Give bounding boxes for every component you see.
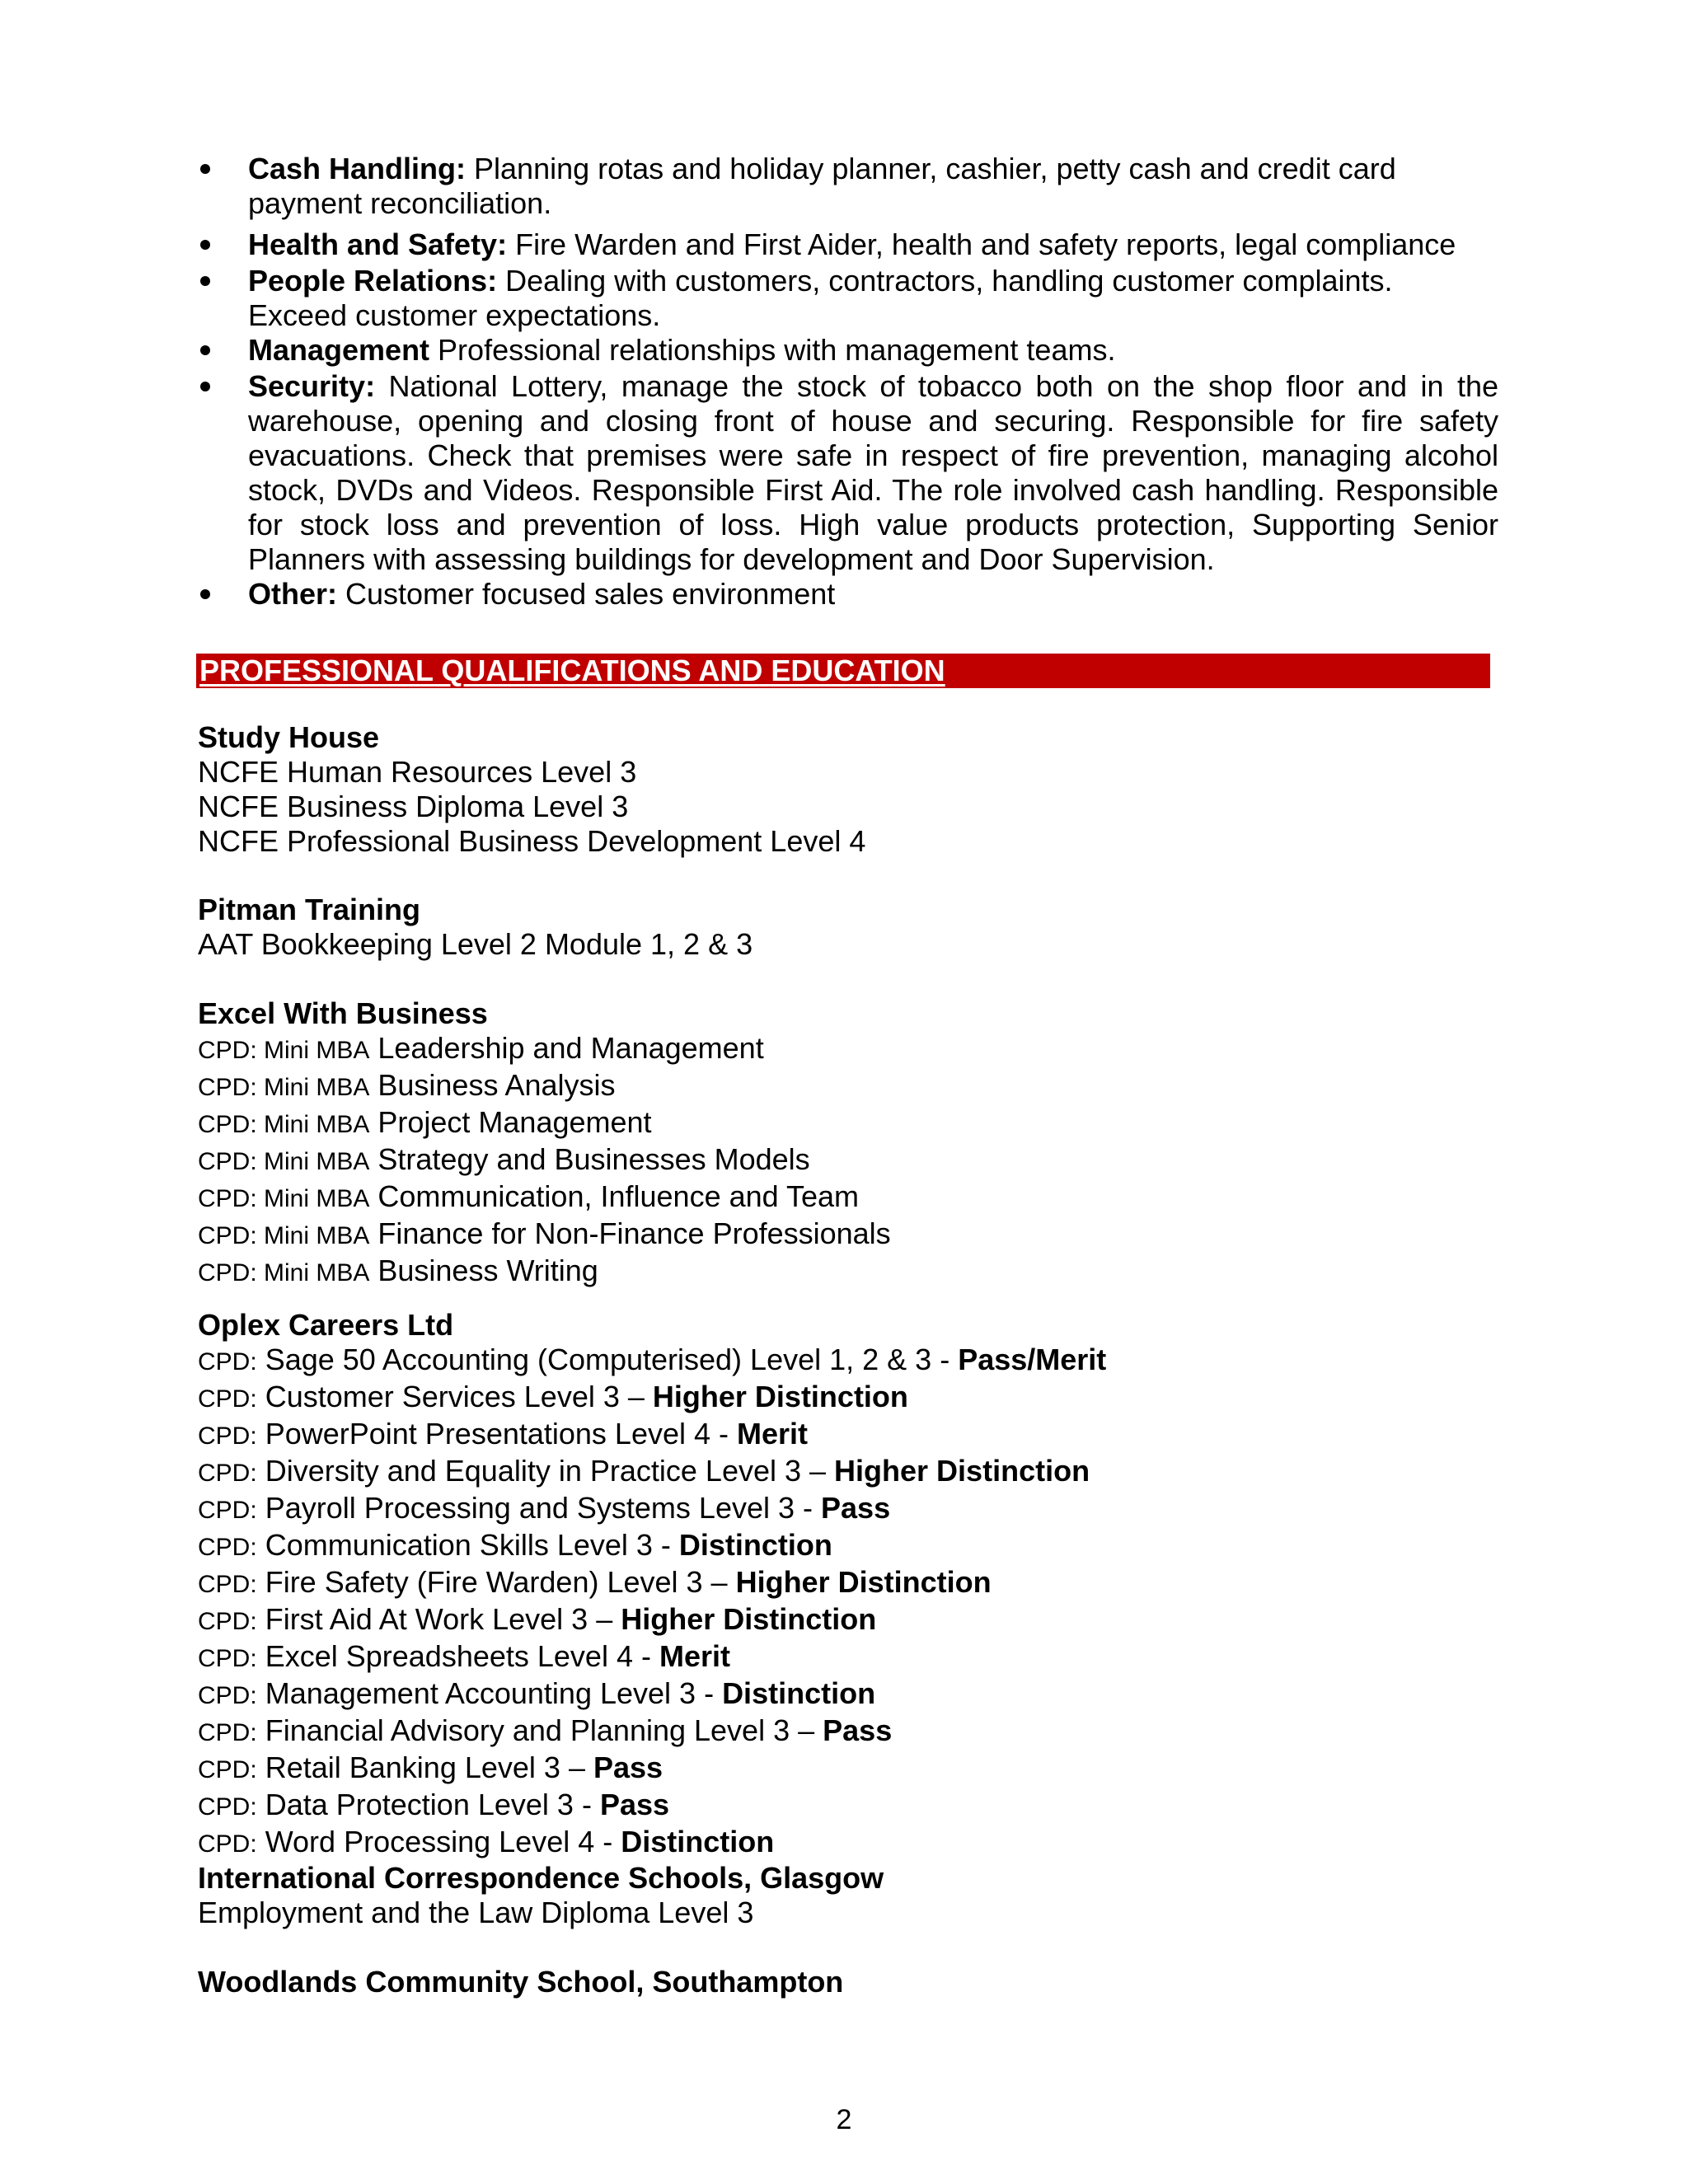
separator: –: [801, 1454, 835, 1488]
course-name: Communication, Influence and Team: [377, 1179, 860, 1213]
institution-name: International Correspondence Schools, Glasgow: [198, 1861, 884, 1895]
cpd-prefix: CPD: Mini MBA: [198, 1111, 370, 1138]
qualification-line: [198, 1343, 1484, 1380]
cpd-prefix: CPD: Mini MBA: [198, 1074, 370, 1101]
cpd-prefix: CPD:: [198, 1830, 257, 1858]
qualification-line: NCFE Business Diploma Level 3: [198, 790, 629, 823]
bullet-label: Health and Safety:: [248, 227, 508, 261]
grade: Higher Distinction: [735, 1565, 992, 1599]
course-name: Strategy and Businesses Models: [377, 1142, 810, 1176]
cpd-prefix: CPD:: [198, 1534, 257, 1561]
cpd-prefix: CPD: Mini MBA: [198, 1148, 370, 1175]
cpd-prefix: CPD:: [198, 1348, 257, 1376]
separator: -: [632, 1639, 659, 1673]
grade: Higher Distinction: [652, 1380, 908, 1413]
bullet-management: [196, 333, 1498, 368]
separator: –: [790, 1713, 823, 1747]
course-name: Diversity and Equality in Practice Level 3: [265, 1454, 802, 1488]
education-study-house: [198, 720, 1484, 859]
education-oplex-careers: [198, 1308, 1484, 1862]
qualification-line: [198, 1179, 1484, 1216]
qualification-line: [198, 1380, 1484, 1417]
cpd-prefix: CPD:: [198, 1793, 257, 1821]
grade: Distinction: [621, 1825, 775, 1858]
bullet-cash-handling: [196, 152, 1498, 221]
course-name: Payroll Processing and Systems Level 3: [265, 1491, 795, 1525]
bullet-text: National Lottery, manage the stock of tobacco both on the shop floor and in the warehouse, opening and closing front of house and securing. Responsible for fire safety evacuations. Check that premises were safe in respect of fire prevention, managing alcohol stock, DVDs and Videos. Responsible First Aid. The role involved cash handling. Responsible for stock loss and prevention of loss. High value products protection, Supporting Senior Planners with assessing buildings for development and Door Supervision.: [248, 369, 1498, 576]
institution-name: Oplex Careers Ltd: [198, 1308, 454, 1342]
course-name: Business Writing: [377, 1254, 598, 1287]
qualification-line: [198, 1639, 1484, 1676]
separator: -: [696, 1676, 723, 1710]
grade: Distinction: [722, 1676, 876, 1710]
qualification-line: AAT Bookkeeping Level 2 Module 1, 2 & 3: [198, 927, 753, 961]
separator: –: [702, 1565, 736, 1599]
separator: -: [795, 1491, 822, 1525]
bullet-dot-icon: [200, 164, 210, 174]
cpd-prefix: CPD:: [198, 1460, 257, 1487]
skills-bullet-list: [196, 152, 1498, 612]
separator: –: [619, 1380, 653, 1413]
cpd-prefix: CPD:: [198, 1497, 257, 1524]
bullet-dot-icon: [200, 345, 210, 355]
section-heading-bar: [196, 654, 1490, 688]
course-name: Financial Advisory and Planning Level 3: [265, 1713, 790, 1747]
bullet-label: People Relations:: [248, 264, 498, 298]
grade: Pass: [823, 1713, 893, 1747]
course-name: Retail Banking Level 3: [265, 1750, 560, 1784]
bullet-security: [196, 369, 1498, 577]
cpd-prefix: CPD:: [198, 1608, 257, 1635]
cpd-prefix: CPD: Mini MBA: [198, 1037, 370, 1064]
cpd-prefix: CPD:: [198, 1385, 257, 1413]
cpd-prefix: CPD: Mini MBA: [198, 1222, 370, 1249]
course-name: Data Protection Level 3: [265, 1788, 574, 1821]
education-woodlands: [198, 1965, 1484, 1999]
bullet-text: Customer focused sales environment: [337, 577, 836, 611]
cpd-prefix: CPD:: [198, 1422, 257, 1450]
institution-name: Excel With Business: [198, 996, 488, 1030]
grade: Pass: [599, 1788, 670, 1821]
grade: Higher Distinction: [621, 1602, 877, 1636]
qualification-line: [198, 1528, 1484, 1565]
bullet-label: Security:: [248, 369, 376, 403]
bullet-text: Dealing with customers, contractors, handling customer complaints. Exceed customer expectations.: [248, 264, 1393, 332]
grade: Pass/Merit: [958, 1343, 1107, 1376]
course-name: Sage 50 Accounting (Computerised) Level 1, 2 & 3: [265, 1343, 932, 1376]
course-name: Leadership and Management: [377, 1031, 764, 1065]
qualification-line: [198, 1825, 1484, 1862]
qualification-line: [198, 1142, 1484, 1179]
qualification-line: NCFE Professional Business Development Level 4: [198, 824, 866, 858]
qualification-line: [198, 1602, 1484, 1639]
bullet-text: Professional relationships with management teams.: [429, 333, 1116, 367]
cpd-prefix: CPD:: [198, 1645, 257, 1672]
cpd-prefix: CPD:: [198, 1756, 257, 1783]
course-name: Project Management: [377, 1105, 652, 1139]
qualification-line: Employment and the Law Diploma Level 3: [198, 1896, 754, 1929]
qualification-line: [198, 1105, 1484, 1142]
separator: -: [652, 1528, 679, 1562]
section-heading: PROFESSIONAL QUALIFICATIONS AND EDUCATION: [199, 654, 945, 687]
qualification-line: [198, 1216, 1484, 1254]
course-name: First Aid At Work Level 3: [265, 1602, 588, 1636]
qualification-line: NCFE Human Resources Level 3: [198, 755, 637, 789]
bullet-dot-icon: [200, 589, 210, 599]
bullet-dot-icon: [200, 382, 210, 391]
qualification-line: [198, 1565, 1484, 1602]
bullet-label: Other:: [248, 577, 337, 611]
course-name: Management Accounting Level 3: [265, 1676, 696, 1710]
page-number: 2: [836, 2104, 852, 2135]
qualification-line: [198, 1750, 1484, 1788]
education-ics-glasgow: [198, 1861, 1484, 1930]
cpd-prefix: CPD: Mini MBA: [198, 1185, 370, 1212]
course-name: Word Processing Level 4: [265, 1825, 595, 1858]
bullet-text: Planning rotas and holiday planner, cashier, petty cash and credit card payment reconciliation.: [248, 152, 1396, 220]
grade: Higher Distinction: [834, 1454, 1090, 1488]
institution-name: Pitman Training: [198, 893, 421, 926]
bullet-people-relations: [196, 264, 1498, 333]
cpd-prefix: CPD:: [198, 1682, 257, 1709]
grade: Pass: [593, 1750, 663, 1784]
course-name: Excel Spreadsheets Level 4: [265, 1639, 633, 1673]
institution-name: Woodlands Community School, Southampton: [198, 1965, 844, 1999]
course-name: Communication Skills Level 3: [265, 1528, 653, 1562]
cpd-prefix: CPD:: [198, 1571, 257, 1598]
bullet-text: Fire Warden and First Aider, health and safety reports, legal compliance: [507, 227, 1456, 261]
qualification-line: [198, 1068, 1484, 1105]
grade: Merit: [737, 1417, 809, 1451]
course-name: Customer Services Level 3: [265, 1380, 620, 1413]
qualification-line: [198, 1417, 1484, 1454]
qualification-line: [198, 1454, 1484, 1491]
education-excel-with-business: [198, 996, 1484, 1291]
separator: –: [588, 1602, 621, 1636]
grade: Distinction: [678, 1528, 832, 1562]
course-name: Fire Safety (Fire Warden) Level 3: [265, 1565, 703, 1599]
separator: –: [560, 1750, 593, 1784]
institution-name: Study House: [198, 720, 380, 754]
separator: -: [710, 1417, 738, 1451]
separator: -: [931, 1343, 959, 1376]
qualification-line: [198, 1713, 1484, 1750]
course-name: PowerPoint Presentations Level 4: [265, 1417, 711, 1451]
cpd-prefix: CPD: Mini MBA: [198, 1259, 370, 1286]
bullet-label: Cash Handling:: [248, 152, 467, 185]
qualification-line: [198, 1031, 1484, 1068]
grade: Pass: [821, 1491, 891, 1525]
separator: -: [573, 1788, 600, 1821]
course-name: Finance for Non-Finance Professionals: [377, 1216, 891, 1250]
bullet-label: Management: [248, 333, 430, 367]
qualification-line: [198, 1254, 1484, 1291]
separator: -: [594, 1825, 621, 1858]
bullet-dot-icon: [200, 240, 210, 250]
qualification-line: [198, 1491, 1484, 1528]
qualification-line: [198, 1676, 1484, 1713]
qualification-line: [198, 1788, 1484, 1825]
grade: Merit: [659, 1639, 730, 1673]
bullet-health-safety: [196, 227, 1498, 262]
bullet-other: [196, 577, 1498, 612]
bullet-dot-icon: [200, 276, 210, 286]
education-pitman: [198, 893, 1484, 962]
course-name: Business Analysis: [377, 1068, 616, 1102]
cpd-prefix: CPD:: [198, 1719, 257, 1746]
